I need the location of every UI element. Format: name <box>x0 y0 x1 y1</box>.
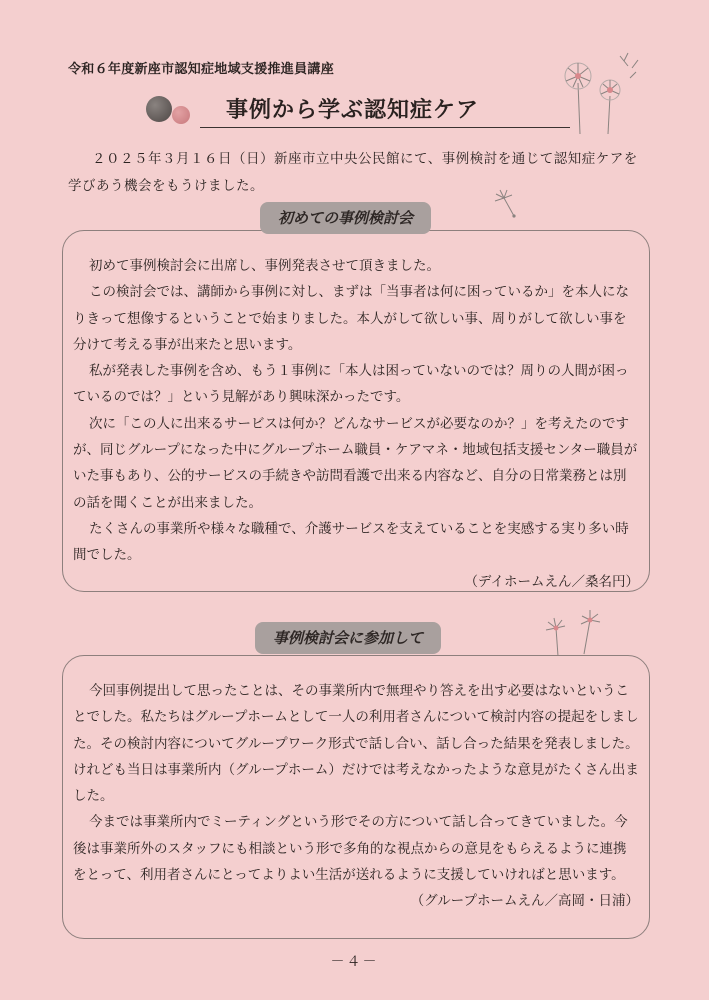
section1-box <box>62 230 650 592</box>
dandelion-icon <box>548 48 648 138</box>
title-underline <box>200 127 570 128</box>
section2-signature: （グループホームえん／高岡・日浦） <box>410 893 639 910</box>
section1-paragraph: 次に「この人に出来るサービスは何か？どんなサービスが必要なのか？」を考えたのですが、同じグループになった中にグループホーム職員・ケアマネ・地域包括支援センター職員がいた事もあり、公的サービスの手続きや訪問看護で出来る内容など、自分の日常業務とは別の話を聞くことが出来ました。 <box>73 415 638 511</box>
section1-paragraph: 初めて事例検討会に出席し、事例発表させて頂きました。 <box>89 258 440 274</box>
pink-circle-icon <box>172 106 190 124</box>
series-title: 令和６年度新座市認知症地域支援推進員講座 <box>68 62 335 77</box>
section1-paragraph: この検討会では、講師から事例に対し、まずは「当事者は何に困っているか」を本人になりきって想像するということで始まりました。本人がして欲しい事、周りがして欲しい事を分けて考える事が出来たと思います。 <box>73 284 629 353</box>
dandelion-icon <box>540 608 610 658</box>
page-title: 事例から学ぶ認知症ケア <box>226 98 480 123</box>
gray-circle-icon <box>146 96 172 122</box>
intro-text: ２０２５年３月１６日（日）新座市立中央公民館にて、事例検討を通じて認知症ケアを学びあう機会をもうけました。 <box>68 151 638 194</box>
page-number: －４－ <box>330 954 379 970</box>
section2-body <box>73 678 639 915</box>
section2-paragraph: 今回事例提出して思ったことは、その事業所内で無理やり答えを出す必要はないということでした。私たちはグループホームとして一人の利用者さんについて検討内容の提起をしました。その検討内容についてグループワーク形式で話し合い、話し合った結果を発表しました。けれども当日は事業所内（グループホーム）だけでは考えなかったような意見がたくさん出ました。 <box>73 683 639 805</box>
section1-body <box>73 253 639 595</box>
section2-paragraph: 今までは事業所内でミーティングという形でその方について話し合ってきていました。今後は事業所外のスタッフにも相談という形で多角的な視点からの意見をもらえるように連携をとって、利用者さんにとってよりよい生活が送れるように支援していければと思います。 <box>73 814 628 884</box>
section1-label: 初めての事例検討会 <box>260 202 431 234</box>
section1-paragraph: 私が発表した事例を含め、もう１事例に「本人は困っていないのでは？周りの人間が困っているのでは？」という見解があり興味深かったです。 <box>73 363 629 406</box>
section1-paragraph: たくさんの事業所や様々な職種で、介護サービスを支えていることを実感する実り多い時間でした。 <box>73 520 629 564</box>
title-block <box>146 88 566 132</box>
section2-label: 事例検討会に参加して <box>255 622 441 654</box>
section1-signature: （デイホームえん／桑名円） <box>464 573 639 590</box>
dandelion-seed-icon <box>492 188 522 220</box>
section2-box <box>62 655 650 939</box>
